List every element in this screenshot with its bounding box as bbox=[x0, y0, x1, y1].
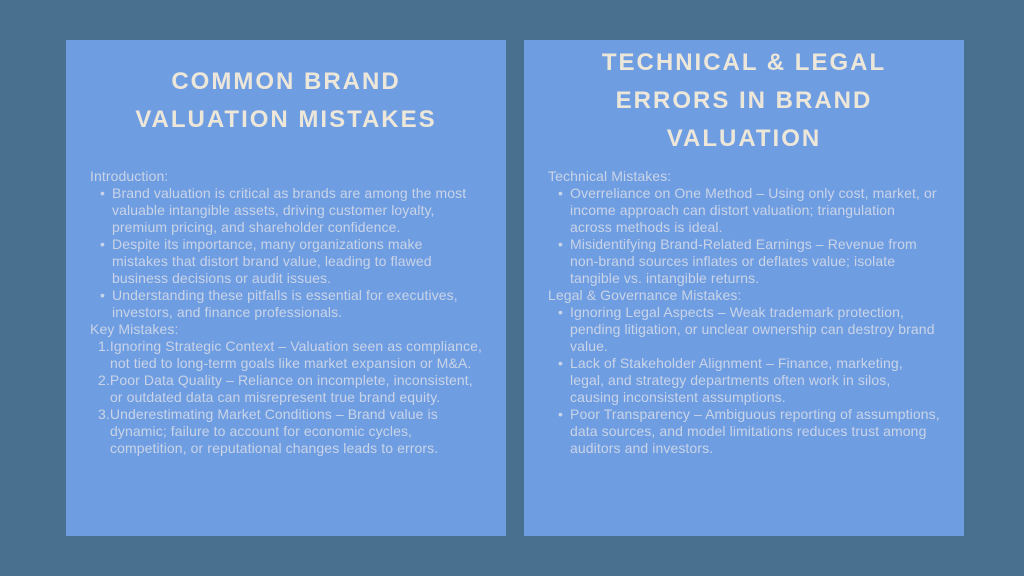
panel-body bbox=[90, 168, 482, 457]
legal-governance-bullet-list bbox=[548, 304, 940, 457]
list-item: • Overreliance on One Method – Using only cost, market, or income approach can distort valuation; triangulation across methods is ideal. bbox=[548, 185, 940, 236]
section-heading-legal-governance-mistakes: Legal & Governance Mistakes: bbox=[548, 287, 742, 303]
list-item: • Ignoring Legal Aspects – Weak trademark protection, pending litigation, or unclear ownership can destroy brand value. bbox=[548, 304, 940, 355]
list-item: • Brand valuation is critical as brands are among the most valuable intangible assets, driving customer loyalty, premium pricing, and shareholder confidence. bbox=[90, 185, 482, 236]
panel-title: TECHNICAL & LEGAL ERRORS IN BRAND VALUATION bbox=[601, 49, 887, 152]
introduction-bullet-list bbox=[90, 185, 482, 321]
panel-technical-legal-errors bbox=[524, 40, 964, 536]
panel-title: COMMON BRAND VALUATION MISTAKES bbox=[135, 68, 437, 133]
section-heading-introduction: Introduction: bbox=[90, 168, 169, 184]
panel-common-brand-valuation-mistakes bbox=[66, 40, 506, 536]
panel-title-area bbox=[548, 40, 940, 162]
list-item: • Lack of Stakeholder Alignment – Finance, marketing, legal, and strategy departments often work in silos, causing inconsistent assumptions. bbox=[548, 355, 940, 406]
section-heading-technical-mistakes: Technical Mistakes: bbox=[548, 168, 672, 184]
panel-body bbox=[548, 168, 940, 457]
technical-mistakes-bullet-list bbox=[548, 185, 940, 287]
panel-title-area bbox=[90, 40, 482, 162]
section-heading-key-mistakes: Key Mistakes: bbox=[90, 321, 179, 337]
list-item: • Understanding these pitfalls is essential for executives, investors, and finance professionals. bbox=[90, 287, 482, 321]
list-item: Ignoring Strategic Context – Valuation seen as compliance, not tied to long-term goals like market expansion or M&A. bbox=[109, 338, 482, 371]
list-item: • Misidentifying Brand-Related Earnings – Revenue from non-brand sources inflates or deflates value; isolate tangible vs. intangible returns. bbox=[548, 236, 940, 287]
key-mistakes-numbered-list bbox=[90, 338, 482, 457]
list-item: • Poor Transparency – Ambiguous reporting of assumptions, data sources, and model limitations reduces trust among auditors and investors. bbox=[548, 406, 940, 457]
list-item: Poor Data Quality – Reliance on incomplete, inconsistent, or outdated data can misrepresent true brand equity. bbox=[109, 372, 473, 405]
list-item: Underestimating Market Conditions – Brand value is dynamic; failure to account for economic cycles, competition, or reputational changes leads to errors. bbox=[109, 406, 439, 456]
list-item: • Despite its importance, many organizations make mistakes that distort brand value, leading to flawed business decisions or audit issues. bbox=[90, 236, 482, 287]
